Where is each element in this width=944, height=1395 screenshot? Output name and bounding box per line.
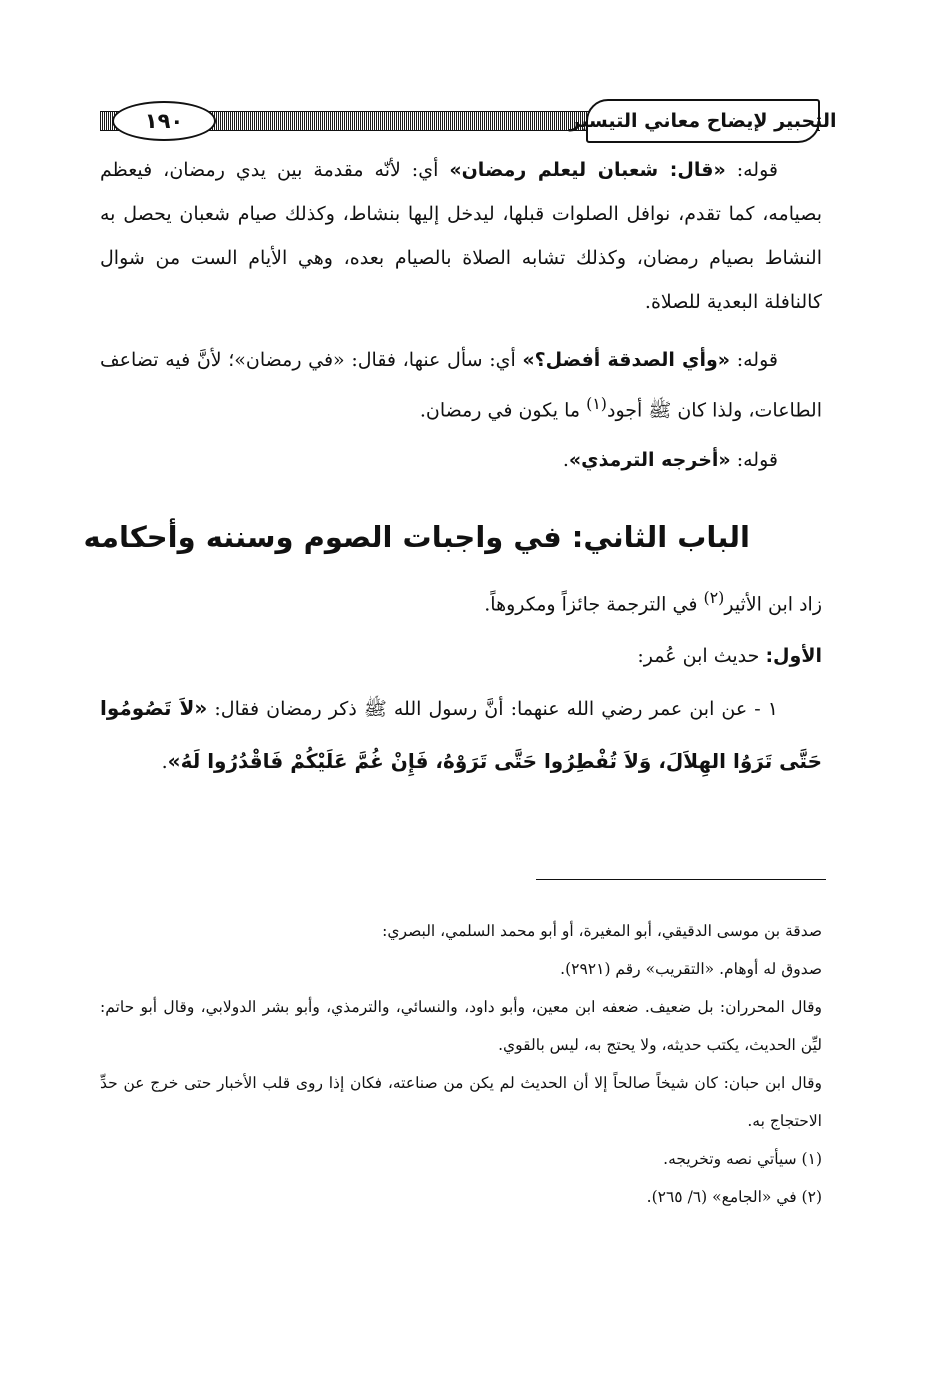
page-header xyxy=(100,95,837,147)
hadith-paragraph xyxy=(100,682,822,788)
lead-text: قوله: xyxy=(725,159,778,181)
paragraph-text: أي: لأنّه مقدمة بين يدي رمضان، فيعظم بصيامه، كما تقدم، نوافل الصلوات قبلها، ليدخل إليها بنشاط، وكذلك صيام شعبان يحصل به النشاط بصيام رمضان، وكذلك تشابه الصلاة بالصيام بعده، وهي الأيام الست من شوال كالنافلة البعدية للصلاة. xyxy=(100,159,822,313)
label-first: الأول: xyxy=(765,645,822,668)
chapter-heading: الباب الثاني: في واجبات الصوم وسننه وأحكامه xyxy=(83,520,750,554)
page-number: ١٩٠ xyxy=(112,101,216,141)
paragraph xyxy=(100,338,822,432)
footnote-line: وقال ابن حبان: كان شيخاً صالحاً إلا أن الحديث لم يكن من صناعته، فكان إذا روى قلب الأخبار حتى خرج عن حدِّ الاحتجاج به. xyxy=(100,1074,822,1130)
footnote-ref: (٢) xyxy=(703,588,725,607)
footnote-line: وقال المحرران: بل ضعيف. ضعفه ابن معين، وأبو داود، والنسائي، والترمذي، وأبو بشر الدولابي، وقال أبو حاتم: ليِّن الحديث، يكتب حديثه، ولا يحتج به، ليس بالقوي. xyxy=(100,998,822,1054)
footnote-2: (٢) في «الجامع» (٦/ ٢٦٥). xyxy=(646,1188,822,1206)
hadith-text: «لاَ تَصُومُوا حَتَّى تَرَوُا الهِلاَلَ، وَلاَ تُفْطِرُوا حَتَّى تَرَوْهُ، فَإِنْ غُمَّ عَلَيْكُمْ فَاقْدُرُوا لَهُ» xyxy=(100,696,822,774)
footnotes xyxy=(100,912,822,1216)
paragraph xyxy=(100,148,822,324)
lead-text: قوله: xyxy=(730,449,778,472)
paragraph-text: ما يكون في رمضان. xyxy=(419,399,587,422)
book-title: التحبير لإيضاح معاني التيسير xyxy=(586,99,820,143)
paragraph-text: . xyxy=(161,751,168,774)
paragraph xyxy=(100,438,822,482)
quoted-phrase: «قال: شعبان ليعلم رمضان» xyxy=(449,159,726,181)
footnote-line: صدوق له أوهام. «التقريب» رقم (٢٩٢١). xyxy=(560,960,822,978)
paragraph xyxy=(100,630,822,682)
quoted-phrase: «وأي الصدقة أفضل؟» xyxy=(522,349,731,371)
main-text xyxy=(100,148,822,482)
paragraph-text: حديث ابن عُمر: xyxy=(637,645,766,668)
paragraph-text: أي: سأل عنها، فقال: «في رمضان»؛ لأنَّ فيه تضاعف الطاعات، ولذا كان ﷺ أجود xyxy=(100,349,822,422)
paragraph xyxy=(100,572,822,630)
footnote-ref: (١) xyxy=(586,394,607,413)
footnote-1: (١) سيأتي نصه وتخريجه. xyxy=(663,1150,822,1168)
paragraph-text: . xyxy=(562,449,569,472)
chapter-section xyxy=(100,572,822,788)
lead-text: قوله: xyxy=(730,349,778,371)
footnote-line: صدقة بن موسى الدقيقي، أبو المغيرة، أو أبو محمد السلمي، البصري: xyxy=(382,922,822,940)
hadith-intro: ١ - عن ابن عمر رضي الله عنهما: أنَّ رسول الله ﷺ ذكر رمضان فقال: xyxy=(207,698,778,721)
paragraph-text: زاد ابن الأثير xyxy=(724,593,822,616)
paragraph-text: في الترجمة جائزاً ومكروهاً. xyxy=(484,593,704,616)
footnote-separator xyxy=(536,879,826,880)
quoted-phrase: «أخرجه الترمذي» xyxy=(568,449,731,472)
